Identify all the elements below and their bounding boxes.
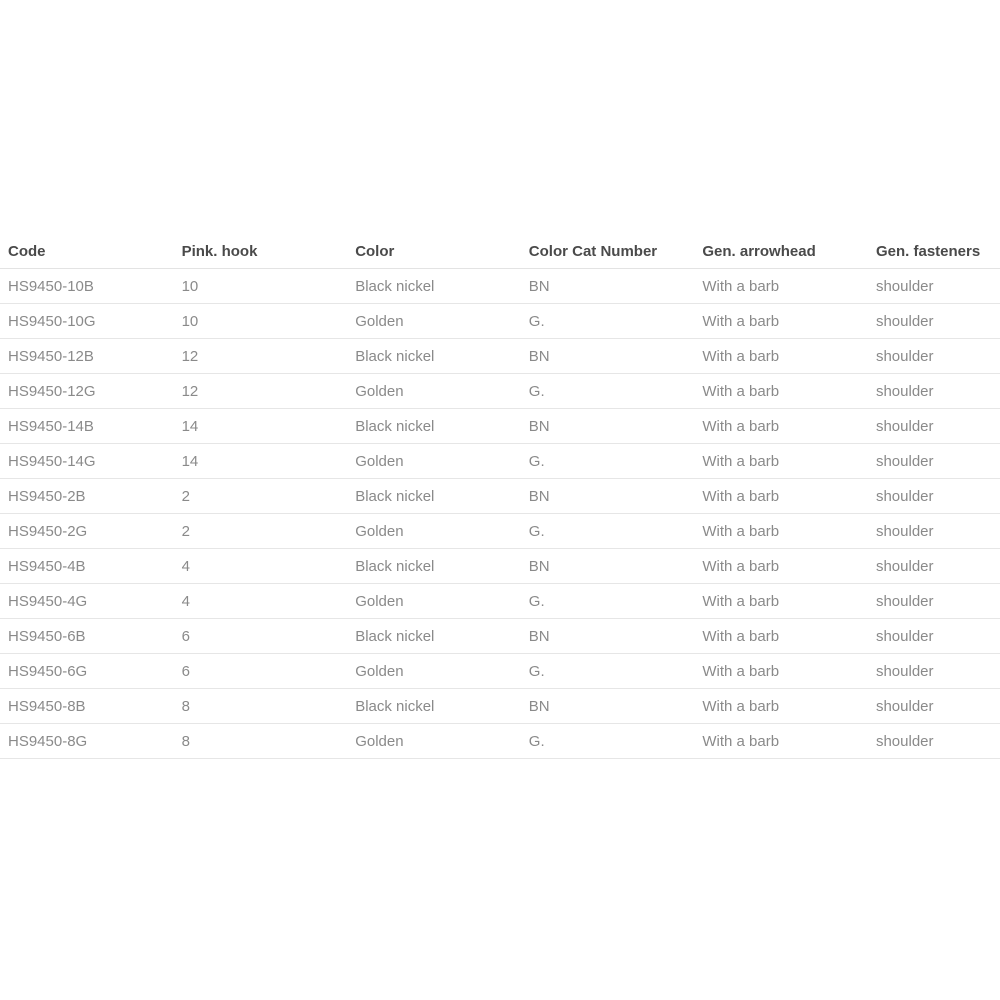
cell-color: Black nickel: [347, 479, 521, 514]
table-row: [0, 724, 1000, 759]
cell-gen-arrowhead: With a barb: [694, 654, 868, 689]
cell-code: HS9450-10G: [0, 304, 174, 339]
table-header-row: [0, 234, 1000, 269]
cell-code: HS9450-10B: [0, 269, 174, 304]
cell-code: HS9450-2G: [0, 514, 174, 549]
table-row: [0, 374, 1000, 409]
cell-gen-fasteners: shoulder: [868, 654, 1000, 689]
cell-color-cat-number: G.: [521, 304, 695, 339]
cell-gen-fasteners: shoulder: [868, 339, 1000, 374]
cell-gen-arrowhead: With a barb: [694, 689, 868, 724]
cell-pink-hook: 2: [174, 514, 348, 549]
cell-color: Golden: [347, 724, 521, 759]
cell-pink-hook: 10: [174, 269, 348, 304]
cell-gen-fasteners: shoulder: [868, 304, 1000, 339]
cell-gen-arrowhead: With a barb: [694, 444, 868, 479]
cell-gen-fasteners: shoulder: [868, 444, 1000, 479]
header-color-cat-number: Color Cat Number: [521, 234, 695, 269]
cell-code: HS9450-6G: [0, 654, 174, 689]
cell-gen-arrowhead: With a barb: [694, 584, 868, 619]
cell-pink-hook: 12: [174, 339, 348, 374]
cell-color: Golden: [347, 654, 521, 689]
cell-color-cat-number: G.: [521, 584, 695, 619]
cell-gen-arrowhead: With a barb: [694, 409, 868, 444]
cell-pink-hook: 8: [174, 689, 348, 724]
table-row: [0, 269, 1000, 304]
cell-gen-fasteners: shoulder: [868, 619, 1000, 654]
cell-pink-hook: 10: [174, 304, 348, 339]
cell-gen-fasteners: shoulder: [868, 409, 1000, 444]
cell-gen-arrowhead: With a barb: [694, 479, 868, 514]
cell-color-cat-number: G.: [521, 374, 695, 409]
cell-code: HS9450-8G: [0, 724, 174, 759]
cell-code: HS9450-8B: [0, 689, 174, 724]
cell-gen-arrowhead: With a barb: [694, 724, 868, 759]
header-code: Code: [0, 234, 174, 269]
cell-color-cat-number: BN: [521, 549, 695, 584]
cell-color-cat-number: BN: [521, 269, 695, 304]
table-row: [0, 304, 1000, 339]
header-gen-arrowhead: Gen. arrowhead: [694, 234, 868, 269]
cell-color: Black nickel: [347, 549, 521, 584]
cell-color: Black nickel: [347, 339, 521, 374]
cell-gen-fasteners: shoulder: [868, 479, 1000, 514]
table-row: [0, 479, 1000, 514]
cell-color-cat-number: BN: [521, 689, 695, 724]
cell-gen-arrowhead: With a barb: [694, 374, 868, 409]
table-body: [0, 269, 1000, 759]
cell-pink-hook: 4: [174, 584, 348, 619]
cell-gen-fasteners: shoulder: [868, 269, 1000, 304]
cell-color: Golden: [347, 444, 521, 479]
cell-color: Golden: [347, 374, 521, 409]
table-row: [0, 339, 1000, 374]
cell-color: Black nickel: [347, 269, 521, 304]
cell-code: HS9450-14B: [0, 409, 174, 444]
cell-code: HS9450-2B: [0, 479, 174, 514]
cell-pink-hook: 6: [174, 654, 348, 689]
spec-table-container: [0, 234, 1000, 759]
cell-pink-hook: 4: [174, 549, 348, 584]
cell-code: HS9450-4G: [0, 584, 174, 619]
cell-gen-arrowhead: With a barb: [694, 339, 868, 374]
table-row: [0, 689, 1000, 724]
cell-code: HS9450-4B: [0, 549, 174, 584]
header-gen-fasteners: Gen. fasteners: [868, 234, 1000, 269]
table-row: [0, 444, 1000, 479]
cell-color: Black nickel: [347, 689, 521, 724]
cell-gen-arrowhead: With a barb: [694, 514, 868, 549]
cell-pink-hook: 6: [174, 619, 348, 654]
cell-gen-fasteners: shoulder: [868, 584, 1000, 619]
table-row: [0, 549, 1000, 584]
cell-color: Black nickel: [347, 409, 521, 444]
cell-color-cat-number: BN: [521, 619, 695, 654]
table-row: [0, 654, 1000, 689]
table-row: [0, 584, 1000, 619]
cell-pink-hook: 14: [174, 409, 348, 444]
cell-gen-arrowhead: With a barb: [694, 304, 868, 339]
cell-color: Golden: [347, 304, 521, 339]
cell-color-cat-number: G.: [521, 724, 695, 759]
table-row: [0, 619, 1000, 654]
cell-code: HS9450-14G: [0, 444, 174, 479]
table-row: [0, 409, 1000, 444]
cell-gen-fasteners: shoulder: [868, 549, 1000, 584]
cell-color: Golden: [347, 584, 521, 619]
cell-color-cat-number: BN: [521, 479, 695, 514]
spec-table: [0, 234, 1000, 759]
cell-gen-fasteners: shoulder: [868, 724, 1000, 759]
header-pink-hook: Pink. hook: [174, 234, 348, 269]
cell-pink-hook: 12: [174, 374, 348, 409]
cell-color: Black nickel: [347, 619, 521, 654]
cell-gen-arrowhead: With a barb: [694, 549, 868, 584]
cell-color-cat-number: G.: [521, 444, 695, 479]
cell-color-cat-number: G.: [521, 514, 695, 549]
cell-gen-fasteners: shoulder: [868, 514, 1000, 549]
cell-color-cat-number: BN: [521, 409, 695, 444]
cell-code: HS9450-12G: [0, 374, 174, 409]
cell-gen-arrowhead: With a barb: [694, 269, 868, 304]
cell-pink-hook: 14: [174, 444, 348, 479]
cell-pink-hook: 8: [174, 724, 348, 759]
cell-color-cat-number: G.: [521, 654, 695, 689]
cell-gen-arrowhead: With a barb: [694, 619, 868, 654]
header-color: Color: [347, 234, 521, 269]
table-row: [0, 514, 1000, 549]
cell-code: HS9450-12B: [0, 339, 174, 374]
cell-gen-fasteners: shoulder: [868, 689, 1000, 724]
cell-gen-fasteners: shoulder: [868, 374, 1000, 409]
cell-color: Golden: [347, 514, 521, 549]
cell-pink-hook: 2: [174, 479, 348, 514]
cell-color-cat-number: BN: [521, 339, 695, 374]
cell-code: HS9450-6B: [0, 619, 174, 654]
